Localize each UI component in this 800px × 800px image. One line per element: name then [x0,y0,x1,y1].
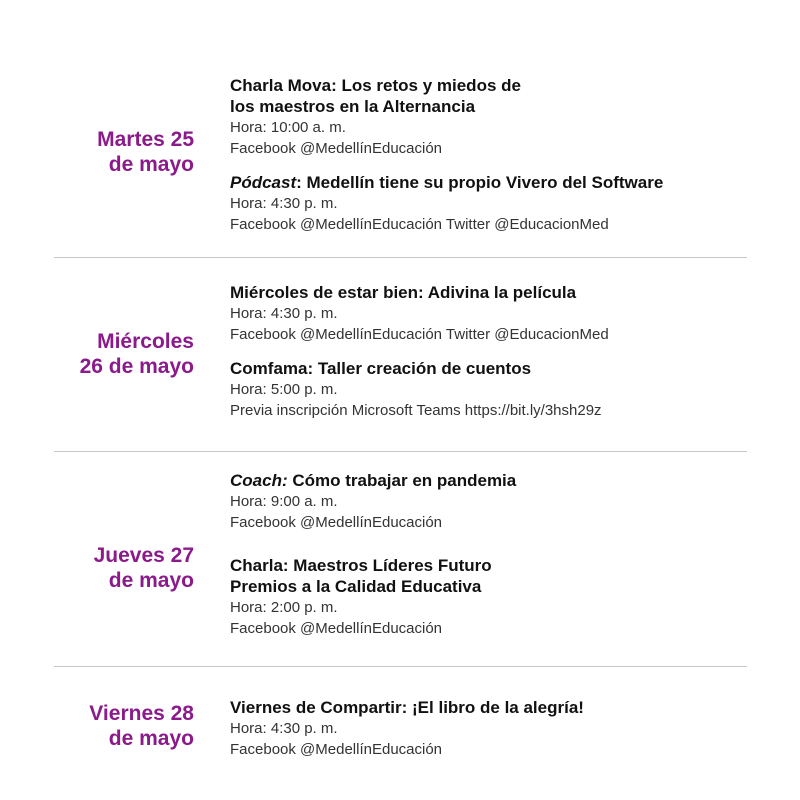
event-title: Viernes de Compartir: ¡El libro de la alegría! [230,698,584,717]
day-label-line1: Miércoles [97,330,194,353]
event-channel: Facebook @MedellínEducación [230,140,443,157]
event-channel: Facebook @MedellínEducación Twitter @EducacionMed [230,216,609,233]
day-label-line2: de mayo [108,727,194,750]
day-label-martes [97,127,194,177]
event-title: Charla: Maestros Líderes Futuro [230,556,492,575]
day-label-line2: de mayo [108,153,194,176]
event-title [230,172,770,193]
event-channel: Facebook @MedellínEducación Twitter @EducacionMed [230,326,609,343]
event-item [230,555,770,639]
event-item [230,172,770,235]
event-title-emphasis: Coach: [230,471,288,490]
event-title: Miércoles de estar bien: Adivina la película [230,283,577,302]
section-divider [54,451,747,452]
event-list-viernes [230,697,770,760]
event-time: Hora: 5:00 p. m. [230,381,338,398]
event-title-rest: : Medellín tiene su propio Vivero del Software [296,173,664,192]
event-list-martes [230,75,770,235]
event-item [230,358,770,421]
event-item [230,697,770,760]
event-channel: Previa inscripción Microsoft Teams https://bit.ly/3hsh29z [230,402,602,419]
event-list-jueves [230,470,770,639]
event-channel: Facebook @MedellínEducación [230,514,443,531]
event-title-rest: Cómo trabajar en pandemia [287,471,517,490]
event-title: Premios a la Calidad Educativa [230,577,482,596]
event-time: Hora: 2:00 p. m. [230,599,338,616]
event-time: Hora: 4:30 p. m. [230,720,338,737]
event-channel: Facebook @MedellínEducación [230,620,443,637]
day-label-line2: 26 de mayo [79,355,194,378]
event-title: Comfama: Taller creación de cuentos [230,359,532,378]
event-list-miercoles [230,282,770,421]
event-title: los maestros en la Alternancia [230,97,476,116]
event-title: Charla Mova: Los retos y miedos de [230,76,521,95]
day-label-line1: Viernes 28 [89,702,194,725]
day-label-miercoles [80,329,194,379]
day-label-viernes [89,701,194,751]
event-item [230,470,770,533]
section-divider [54,666,747,667]
day-label-line2: de mayo [108,569,194,592]
section-divider [54,257,747,258]
day-label-line1: Martes 25 [97,128,194,151]
day-label-jueves [94,543,194,593]
day-label-line1: Jueves 27 [93,544,194,567]
event-item [230,282,770,345]
event-title [230,470,770,491]
event-time: Hora: 10:00 a. m. [230,119,346,136]
event-title-emphasis: Pódcast [230,173,297,192]
event-time: Hora: 4:30 p. m. [230,305,338,322]
event-time: Hora: 9:00 a. m. [230,493,338,510]
event-item [230,75,770,159]
event-time: Hora: 4:30 p. m. [230,195,338,212]
event-channel: Facebook @MedellínEducación [230,741,443,758]
